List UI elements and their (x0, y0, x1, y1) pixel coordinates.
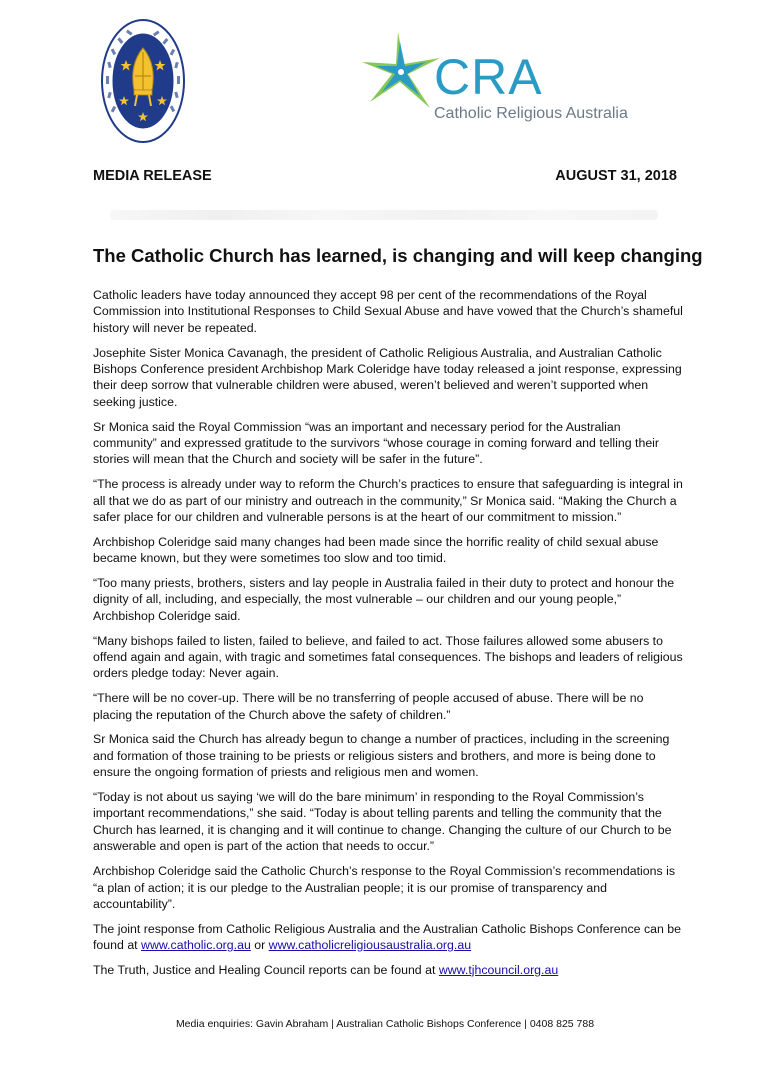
headline: The Catholic Church has learned, is changing and will keep changing (93, 245, 703, 266)
cra-tagline: Catholic Religious Australia (434, 105, 628, 122)
cra-letters: CRA (434, 49, 543, 105)
paragraph: Sr Monica said the Royal Commission “was an important and necessary period for the Australian community” and expressed gratitude to the survivors “whose courage in coming forward and telling their stories will mean that the Church and society will be safer in the future”. (93, 419, 660, 467)
catholic-org-link[interactable]: www.catholic.org.au (141, 938, 251, 953)
paragraph: “Today is not about us saying ‘we will do the bare minimum’ in responding to the Royal Commission’s important recommendations,” she said. “Today is about telling parents and telling the community that the Church has learned, it is changing and it will continue to change. Changing the culture of our Church to be answerable and open is part of the action that needs to occur.” (93, 790, 672, 854)
release-date: AUGUST 31, 2018 (555, 168, 677, 184)
paragraph: Catholic leaders have today announced they accept 98 per cent of the recommendations of the Royal Commission into Institutional Responses to Child Sexual Abuse and have vowed that the Church’s shameful history will never be repeated. (93, 288, 683, 335)
paragraph: Sr Monica said the Church has already begun to change a number of practices, including in the screening and formation of those training to be priests or religious sisters and brothers, and more is being done to ensure the ongoing formation of priests and religious men and women. (93, 732, 670, 780)
paragraph: “Too many priests, brothers, sisters and lay people in Australia failed in their duty to protect and honour the dignity of all, including, and especially, the most vulnerable – our children and our young people,” Archbishop Coleridge said. (93, 576, 675, 623)
paragraph: Josephite Sister Monica Cavanagh, the president of Catholic Religious Australia, and Australian Catholic Bishops Conference president Archbishop Mark Coleridge have today released a joint response, expressing their deep sorrow that vulnerable children were abused, weren’t believed and weren’t supported when seeking justice. (93, 345, 682, 409)
paragraph: “The process is already under way to reform the Church’s practices to ensure that safeguarding is integral in all that we do as part of our ministry and outreach in the community,” Sr Monica said. “Making the Church a safer place for our children and vulnerable persons is at the heart of our commitment to mission.” (93, 477, 683, 525)
tjh-paragraph (93, 962, 683, 978)
tjh-text: The Truth, Justice and Healing Council reports can be found at (93, 962, 439, 977)
link-connector: or (250, 938, 269, 953)
joint-response-paragraph (93, 921, 683, 954)
paragraph: “There will be no cover-up. There will be no transferring of people accused of abuse. There will be no placing the reputation of the Church above the safety of children.” (93, 691, 644, 722)
cra-logo (360, 28, 670, 128)
media-enquiries-footer: Media enquiries: Gavin Abraham | Australian Catholic Bishops Conference | 0408 825 788 (175, 1018, 595, 1030)
catholic-religious-australia-link[interactable]: www.catholicreligiousaustralia.org.au (268, 938, 472, 953)
release-body (93, 287, 683, 987)
tjh-council-link[interactable]: www.tjhcouncil.org.au (438, 962, 559, 977)
acbc-seal-logo (100, 18, 186, 144)
joint-response-text: The joint response from Catholic Religious Australia and the Australian Catholic Bishops Conference can be found at (93, 921, 682, 953)
paragraph: “Many bishops failed to listen, failed to believe, and failed to act. Those failures allowed some abusers to offend again and again, with tragic and sometimes fatal consequences. The bishops and leaders of religious orders pledge today: Never again. (93, 633, 683, 681)
media-release-label: MEDIA RELEASE (93, 168, 212, 184)
release-header (93, 168, 677, 188)
acbc-seal-icon (100, 18, 186, 144)
faded-text-line (110, 210, 658, 220)
paragraph: Archbishop Coleridge said the Catholic Church’s response to the Royal Commission’s recommendations is “a plan of action; it is our pledge to the Australian people; it is our promise of transparency and accountability”. (93, 864, 676, 911)
paragraph: Archbishop Coleridge said many changes had been made since the horrific reality of child sexual abuse became known, but they were sometimes too slow and too timid. (93, 534, 659, 566)
